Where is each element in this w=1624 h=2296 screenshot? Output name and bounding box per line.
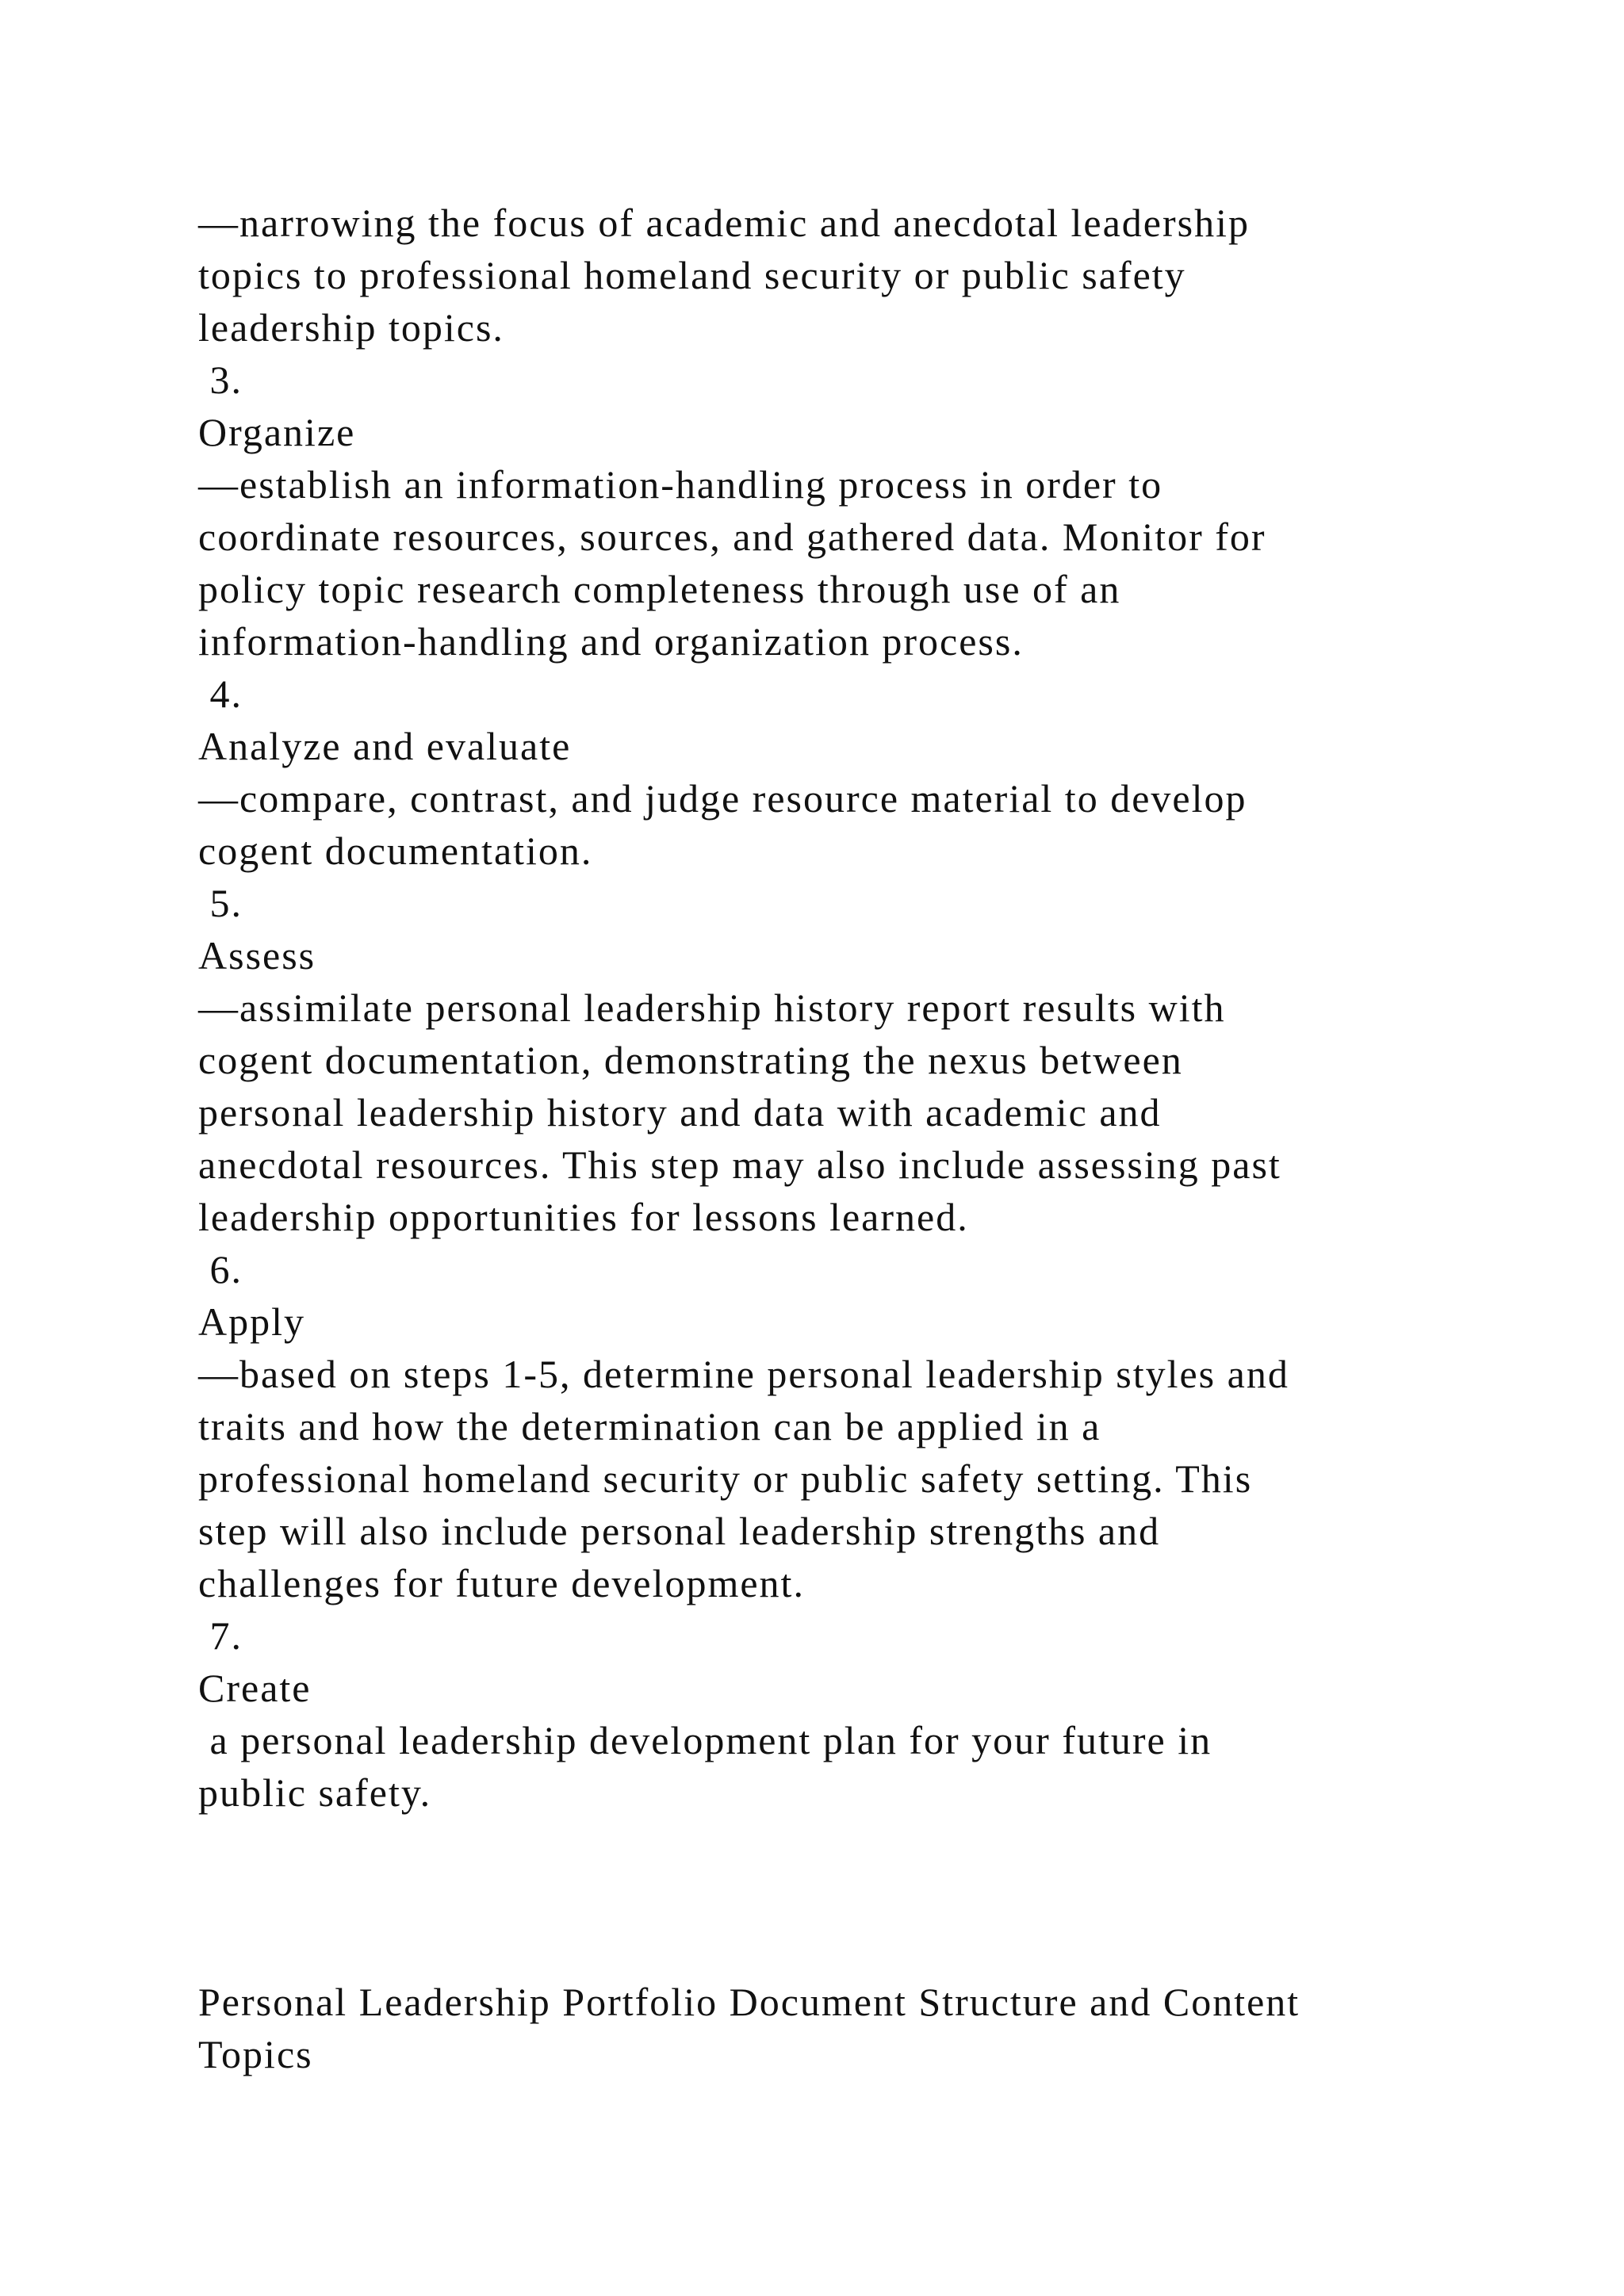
body-line: cogent documentation. bbox=[198, 828, 593, 873]
section-heading-line: Topics bbox=[198, 2032, 313, 2076]
step-number: 4. bbox=[198, 672, 243, 716]
body-line: public safety. bbox=[198, 1770, 432, 1815]
body-line: policy topic research completeness through use of an bbox=[198, 567, 1121, 611]
step-title: Create bbox=[198, 1666, 312, 1710]
body-line: traits and how the determination can be applied in a bbox=[198, 1404, 1101, 1448]
body-line: —compare, contrast, and judge resource material to develop bbox=[198, 776, 1247, 821]
body-line: step will also include personal leadership strengths and bbox=[198, 1509, 1161, 1553]
step-title: Assess bbox=[198, 933, 316, 978]
step-number: 3. bbox=[198, 358, 243, 402]
step-number: 5. bbox=[198, 881, 243, 925]
step-number: 7. bbox=[198, 1613, 243, 1658]
body-line: —assimilate personal leadership history report results with bbox=[198, 985, 1226, 1030]
step-number: 6. bbox=[198, 1247, 243, 1292]
body-line: cogent documentation, demonstrating the nexus between bbox=[198, 1038, 1183, 1082]
document-body bbox=[198, 197, 1507, 2080]
body-line: a personal leadership development plan for your future in bbox=[198, 1718, 1212, 1762]
section-heading-line: Personal Leadership Portfolio Document Structure and Content bbox=[198, 1980, 1300, 2024]
step-title: Analyze and evaluate bbox=[198, 724, 572, 768]
body-line: topics to professional homeland security or public safety bbox=[198, 253, 1186, 297]
body-line: —based on steps 1-5, determine personal leadership styles and bbox=[198, 1352, 1289, 1396]
paragraph-gap bbox=[198, 1819, 1507, 1976]
step-title: Apply bbox=[198, 1299, 305, 1344]
body-line: leadership opportunities for lessons learned. bbox=[198, 1195, 969, 1239]
step-title: Organize bbox=[198, 410, 356, 454]
body-line: coordinate resources, sources, and gathered data. Monitor for bbox=[198, 515, 1266, 559]
body-line: professional homeland security or public safety setting. This bbox=[198, 1456, 1253, 1501]
body-line: —narrowing the focus of academic and anecdotal leadership bbox=[198, 201, 1250, 245]
body-line: personal leadership history and data with academic and bbox=[198, 1090, 1162, 1135]
body-line: information-handling and organization process. bbox=[198, 619, 1024, 664]
body-line: —establish an information-handling process in order to bbox=[198, 462, 1163, 507]
body-line: challenges for future development. bbox=[198, 1561, 805, 1605]
body-line: anecdotal resources. This step may also include assessing past bbox=[198, 1142, 1281, 1187]
body-line: leadership topics. bbox=[198, 305, 504, 350]
